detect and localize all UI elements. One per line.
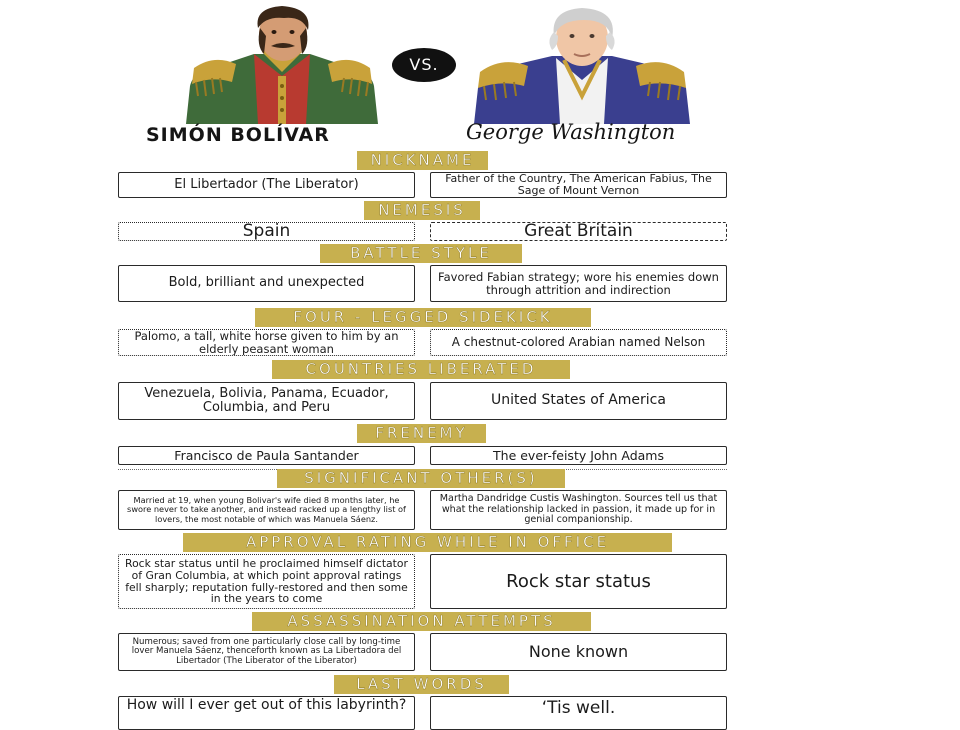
bolivar-significant-other: Married at 19, when young Bolivar's wife died 8 months later, he swore never to take another, and instead racked up a lengthy list of lovers, the most notable of which was Manuela Sáenz. <box>118 490 415 530</box>
washington-name: George Washington <box>466 120 676 144</box>
bolivar-approval-rating: Rock star status until he proclaimed himself dictator of Gran Columbia, at which point approval ratings fell sharply; reputation fully-restored and then some in the years to come <box>118 554 415 609</box>
washington-battle-style: Favored Fabian strategy; wore his enemies down through attrition and indirection <box>430 265 727 302</box>
section-header-significant-others: SIGNIFICANT OTHER(S) <box>277 469 565 488</box>
bolivar-assassination-attempts: Numerous; saved from one particularly close call by long-time lover Manuela Sáenz, thenceforth known as La Libertadora del Libertador (The Liberator of the Liberator) <box>118 633 415 671</box>
section-header-nemesis: NEMESIS <box>364 201 480 220</box>
section-header-battle-style: BATTLE STYLE <box>320 244 522 263</box>
bolivar-battle-style: Bold, brilliant and unexpected <box>118 265 415 302</box>
section-header-countries-liberated: COUNTRIES LIBERATED <box>272 360 570 379</box>
versus-badge: VS. <box>392 48 456 82</box>
bolivar-nemesis: Spain <box>118 222 415 241</box>
bolivar-countries-liberated: Venezuela, Bolivia, Panama, Ecuador, Columbia, and Peru <box>118 382 415 420</box>
section-header-approval-rating: APPROVAL RATING WHILE IN OFFICE <box>183 533 672 552</box>
bolivar-sidekick: Palomo, a tall, white horse given to him by an elderly peasant woman <box>118 329 415 356</box>
section-header-four-legged-sidekick: FOUR - LEGGED SIDEKICK <box>255 308 591 327</box>
washington-last-words: ‘Tis well. <box>430 696 727 730</box>
washington-significant-other: Martha Dandridge Custis Washington. Sources tell us that what the relationship lacked in passion, it made up for in genial companionship. <box>430 490 727 530</box>
section-header-last-words: LAST WORDS <box>334 675 509 694</box>
washington-nickname: Father of the Country, The American Fabius, The Sage of Mount Vernon <box>430 172 727 198</box>
washington-sidekick: A chestnut-colored Arabian named Nelson <box>430 329 727 356</box>
simon-bolivar-portrait <box>184 6 380 124</box>
section-header-frenemy: FRENEMY <box>357 424 486 443</box>
bolivar-nickname: El Libertador (The Liberator) <box>118 172 415 198</box>
george-washington-portrait <box>472 6 692 124</box>
washington-assassination-attempts: None known <box>430 633 727 671</box>
bolivar-frenemy: Francisco de Paula Santander <box>118 446 415 465</box>
washington-countries-liberated: United States of America <box>430 382 727 420</box>
washington-frenemy: The ever-feisty John Adams <box>430 446 727 465</box>
washington-nemesis: Great Britain <box>430 222 727 241</box>
section-header-assassination-attempts: ASSASSINATION ATTEMPTS <box>252 612 591 631</box>
section-header-nickname: NICKNAME <box>357 151 488 170</box>
washington-approval-rating: Rock star status <box>430 554 727 609</box>
bolivar-name: SIMÓN BOLÍVAR <box>146 124 330 146</box>
bolivar-last-words: How will I ever get out of this labyrinth? <box>118 696 415 730</box>
